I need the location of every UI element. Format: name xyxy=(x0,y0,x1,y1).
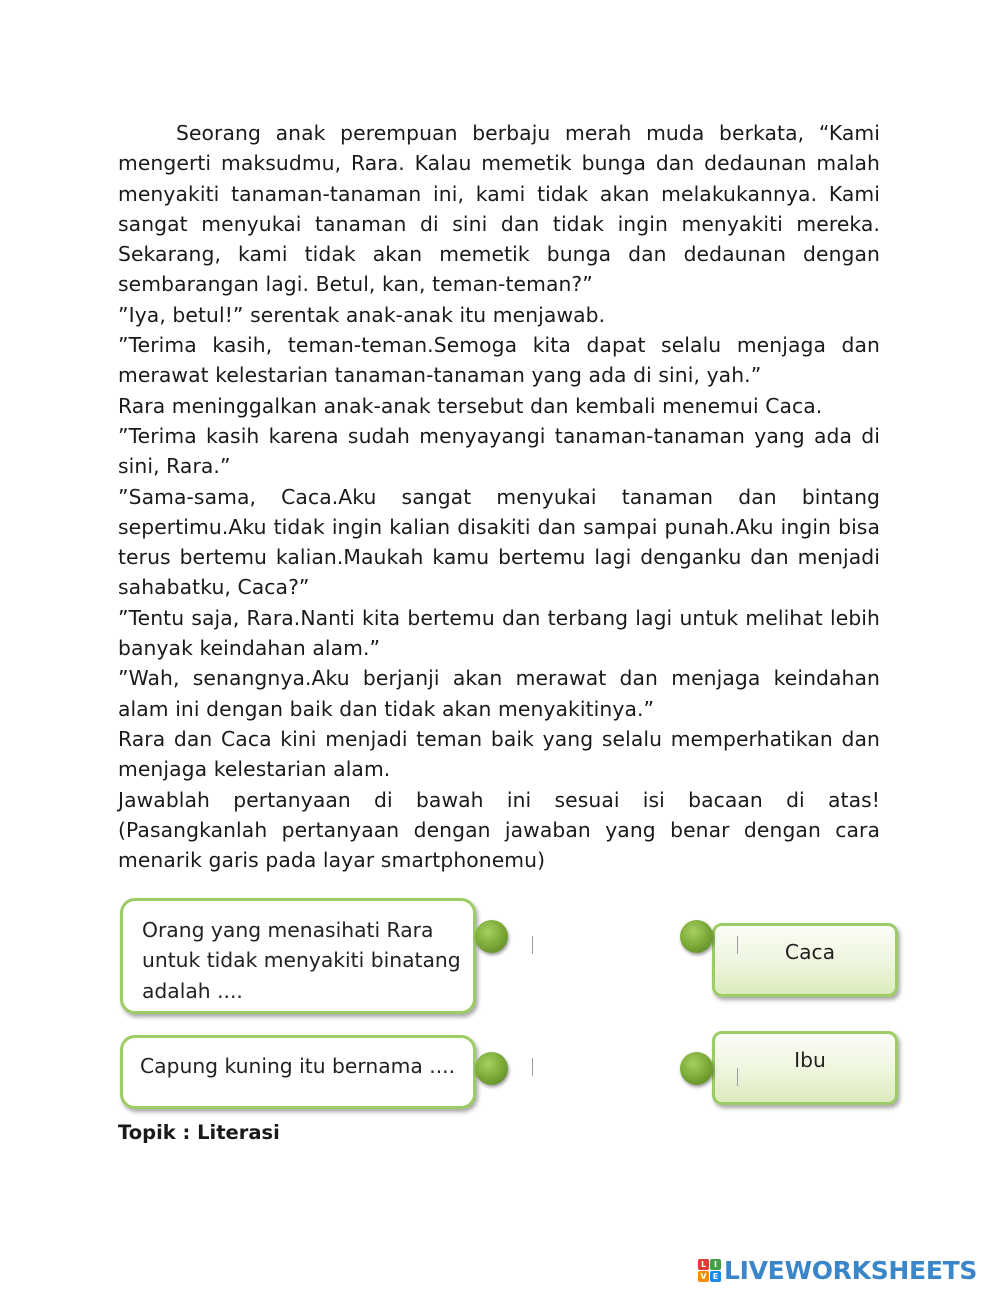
connector-tick xyxy=(737,936,738,954)
topic-label: Topik : Literasi xyxy=(118,1121,280,1144)
story-paragraph: Seorang anak perempuan berbaju merah muda berkata, “Kami mengerti maksudmu, Rara. Kalau memetik bunga dan dedaunan malah menyakiti tanaman-tanaman ini, kami tidak akan melakukannya. Kami sangat menyukai tanaman di sini dan tidak ingin menyakiti mereka. Sekarang, kami tidak akan memetik bunga dan dedaunan dengan sembarangan lagi. Betul, kan, teman-teman?” xyxy=(118,121,880,297)
story-paragraph: ”Terima kasih, teman-teman.Semoga kita dapat selalu menjaga dan merawat kelestarian tanaman-tanaman yang ada di sini, yah.” xyxy=(118,333,880,388)
answer-2-connector-dot[interactable] xyxy=(680,1052,713,1085)
story-paragraph: ”Tentu saja, Rara.Nanti kita bertemu dan terbang lagi untuk melihat lebih banyak keindahan alam.” xyxy=(118,605,880,661)
story-paragraph: ”Wah, senangnya.Aku berjanji akan merawat dan menjaga keindahan alam ini dengan baik dan tidak akan menyakitinya.” xyxy=(118,666,880,721)
logo-tiles-icon xyxy=(698,1259,721,1282)
story-paragraph: ”Sama-sama, Caca.Aku sangat menyukai tanaman dan bintang sepertimu.Aku tidak ingin kalian disakiti dan sampai punah.Aku ingin bisa terus bertemu kalian.Maukah kamu bertemu lagi denganku dan menjadi sahabatku, Caca?” xyxy=(118,484,880,600)
connector-tick xyxy=(532,1058,533,1076)
logo-tile: E xyxy=(710,1271,721,1282)
logo-text: LIVEWORKSHEETS xyxy=(724,1255,978,1285)
answer-text: Caca xyxy=(784,940,836,964)
connector-tick xyxy=(532,936,533,954)
answer-1-connector-dot[interactable] xyxy=(680,920,713,953)
question-text: Orang yang menasihati Rara untuk tidak menyakiti binatang adalah .... xyxy=(142,918,461,1003)
connector-tick xyxy=(737,1068,738,1086)
answer-box-2 xyxy=(712,1031,898,1105)
instruction-paragraph: Jawablah pertanyaan di bawah ini sesuai isi bacaan di atas! (Pasangkanlah pertanyaan dengan jawaban yang benar dengan cara menarik garis pada layar smartphonemu) xyxy=(118,787,880,873)
question-1-connector-dot[interactable] xyxy=(475,920,508,953)
story-paragraph: ”Terima kasih karena sudah menyayangi tanaman-tanaman yang ada di sini, Rara.” xyxy=(118,423,880,479)
question-box-2 xyxy=(120,1035,476,1109)
logo-tile: V xyxy=(698,1271,709,1282)
question-text: Capung kuning itu bernama .... xyxy=(140,1054,456,1078)
story-paragraph: ”Iya, betul!” serentak anak-anak itu menjawab. xyxy=(118,302,606,327)
question-2-connector-dot[interactable] xyxy=(475,1052,508,1085)
answer-text: Ibu xyxy=(794,1048,826,1072)
story-paragraph: Rara meninggalkan anak-anak tersebut dan kembali menemui Caca. xyxy=(118,393,823,418)
answer-box-1 xyxy=(712,923,898,997)
question-box-1 xyxy=(120,898,476,1014)
story-text xyxy=(118,118,880,875)
logo-tile: L xyxy=(698,1259,709,1270)
story-paragraph: Rara dan Caca kini menjadi teman baik yang selalu memperhatikan dan menjaga kelestarian alam. xyxy=(118,726,880,782)
liveworksheets-logo xyxy=(698,1254,977,1286)
logo-tile: I xyxy=(710,1259,721,1270)
